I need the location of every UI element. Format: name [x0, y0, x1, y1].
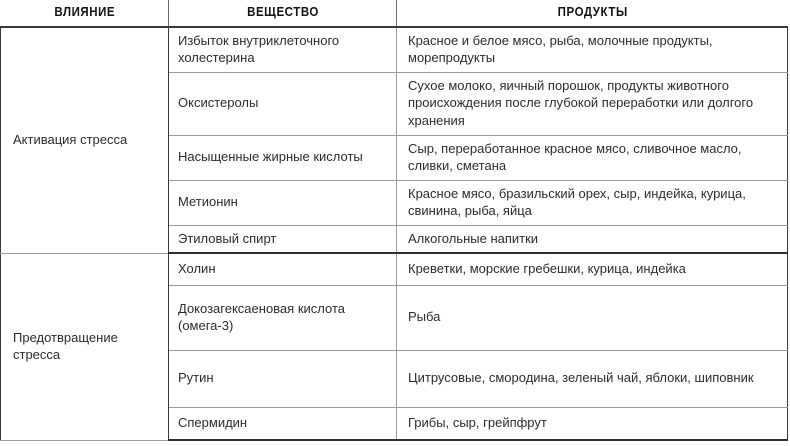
table-body	[1, 27, 788, 440]
column-header-products: ПРОДУКТЫ	[412, 0, 772, 27]
substance-cell: Рутин	[169, 350, 397, 407]
substance-cell: Оксистеролы	[169, 72, 397, 135]
substance-cell: Докозагексаеновая кислота (омега-3)	[169, 285, 397, 350]
products-cell: Цитрусовые, смородина, зеленый чай, яблоки, шиповник	[397, 350, 788, 407]
table-row	[1, 253, 788, 285]
substance-cell: Холин	[169, 253, 397, 285]
substance-cell: Этиловый спирт	[169, 225, 397, 253]
column-header-substance: ВЕЩЕСТВО	[178, 0, 388, 27]
table-row	[1, 27, 788, 72]
products-cell: Сыр, переработанное красное мясо, сливочное масло, сливки, сметана	[397, 135, 788, 180]
influence-group-label-activation: Активация стресса	[1, 27, 169, 253]
column-header-influence: ВЛИЯНИЕ	[7, 0, 162, 27]
products-cell: Сухое молоко, яичный порошок, продукты животного происхождения после глубокой переработки или долгого хранения	[397, 72, 788, 135]
substance-cell: Спермидин	[169, 407, 397, 440]
substance-cell: Избыток внутриклеточного холестерина	[169, 27, 397, 72]
substance-cell: Метионин	[169, 180, 397, 225]
products-cell: Алкогольные напитки	[397, 225, 788, 253]
products-cell: Рыба	[397, 285, 788, 350]
products-cell: Красное мясо, бразильский орех, сыр, индейка, курица, свинина, рыба, яйца	[397, 180, 788, 225]
influence-group-label-prevention: Предотвращение стресса	[1, 253, 169, 440]
products-cell: Креветки, морские гребешки, курица, индейка	[397, 253, 788, 285]
products-cell: Грибы, сыр, грейпфрут	[397, 407, 788, 440]
table-header	[1, 0, 788, 27]
substance-cell: Насыщенные жирные кислоты	[169, 135, 397, 180]
products-cell: Красное и белое мясо, рыба, молочные продукты, морепродукты	[397, 27, 788, 72]
header-row	[1, 0, 788, 27]
